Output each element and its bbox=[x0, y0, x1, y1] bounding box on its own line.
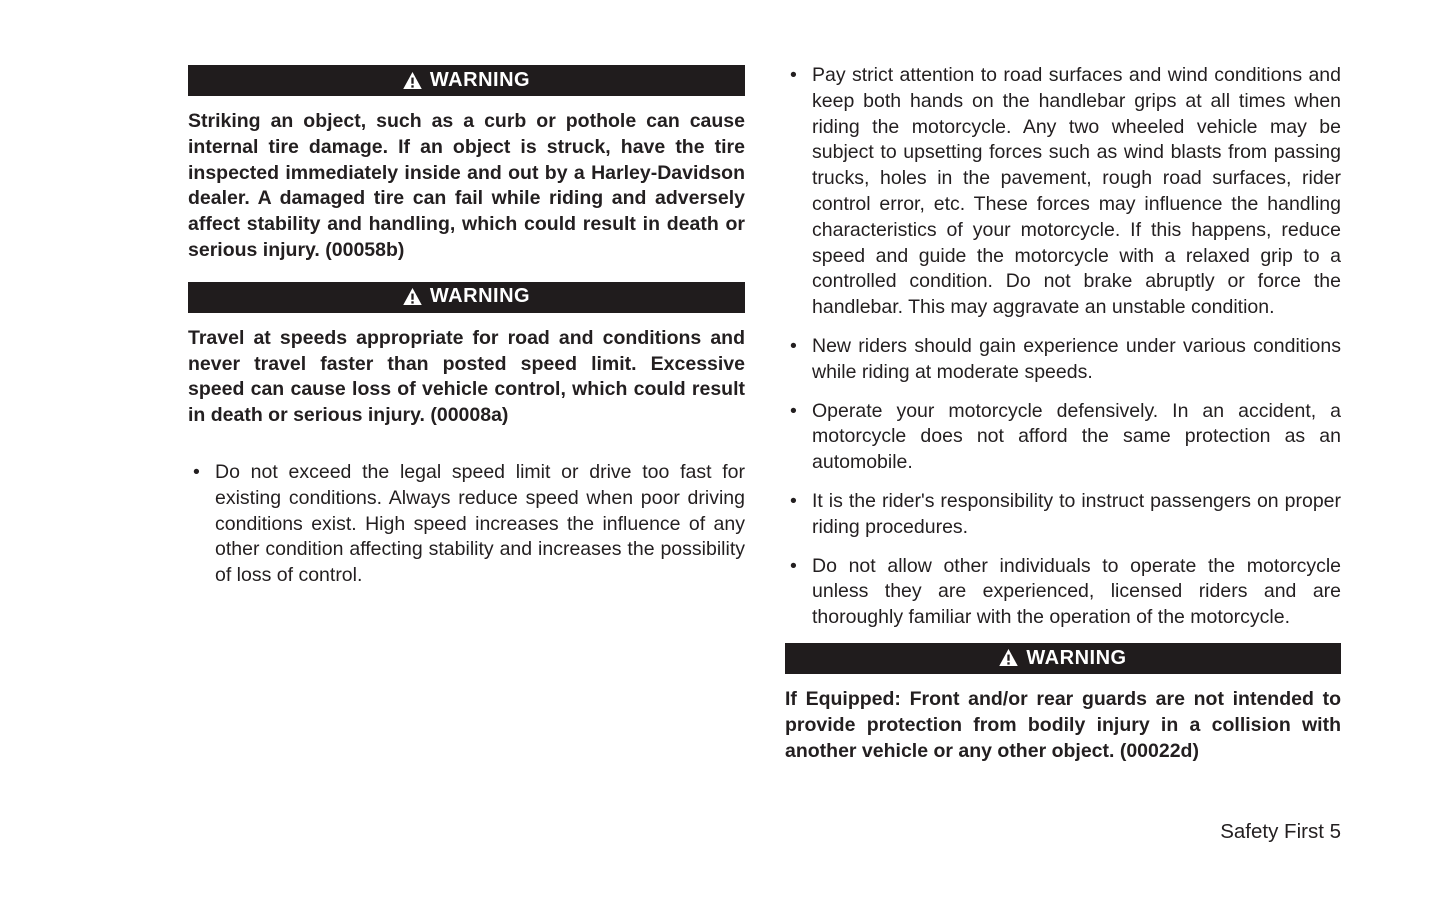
warning-banner-1 bbox=[188, 65, 745, 96]
bullet-marker: • bbox=[790, 489, 797, 512]
list-item bbox=[188, 460, 745, 589]
warning-triangle-icon bbox=[403, 72, 422, 89]
bullet-marker: • bbox=[790, 554, 797, 577]
bullet-marker: • bbox=[790, 334, 797, 357]
bullet-marker: • bbox=[790, 399, 797, 422]
list-item bbox=[785, 554, 1341, 631]
list-item bbox=[785, 489, 1341, 541]
warning-banner-3 bbox=[785, 643, 1341, 674]
list-item bbox=[785, 63, 1341, 321]
list-item-text: New riders should gain experience under various conditions while riding at moderate speeds. bbox=[812, 334, 1341, 383]
list-item-text: It is the rider's responsibility to instruct passengers on proper riding procedures. bbox=[812, 489, 1341, 538]
list-item-text: Do not allow other individuals to operate the motorcycle unless they are experienced, licensed riders and are thoroughly familiar with the operation of the motorcycle. bbox=[812, 554, 1341, 629]
list-item-text: Do not exceed the legal speed limit or drive too fast for existing conditions. Always reduce speed when poor driving conditions exist. High speed increases the influence of any other condition affecting stability and increases the possibility of loss of control. bbox=[215, 460, 745, 587]
warning-3-body: If Equipped: Front and/or rear guards are not intended to provide protection from bodily injury in a collision with another vehicle or any other object. (00022d) bbox=[785, 687, 1341, 762]
bullet-marker: • bbox=[790, 64, 797, 86]
warning-2-body: Travel at speeds appropriate for road and conditions and never travel faster than posted speed limit. Excessive speed can cause loss of vehicle control, which could result in death or serious injury. (00008a) bbox=[188, 326, 745, 427]
list-item bbox=[785, 334, 1341, 386]
bullet-marker: • bbox=[193, 460, 200, 483]
list-item-text: Pay strict attention to road surfaces and wind conditions and keep both hands on the handlebar grips at all times when riding the motorcycle. Any two wheeled vehicle may be subject to upsetting forces such as wind blasts from passing trucks, holes in the pavement, rough road surfaces, rider control error, etc. These forces may influence the handling characteristics of your motorcycle. If this happens, reduce speed and guide the motorcycle with a relaxed grip to a controlled condition. Do not brake abruptly or force the handlebar. This may aggravate an unstable condition. bbox=[812, 64, 1341, 319]
warning-banner-2 bbox=[188, 282, 745, 313]
list-item bbox=[785, 399, 1341, 476]
warning-triangle-icon bbox=[403, 288, 422, 305]
right-column bbox=[785, 63, 1341, 764]
list-item-text: Operate your motorcycle defensively. In an accident, a motorcycle does not afford the same protection as an automobile. bbox=[812, 399, 1341, 474]
warning-banner-label: WARNING bbox=[429, 285, 531, 308]
warning-1-body: Striking an object, such as a curb or pothole can cause internal tire damage. If an object is struck, have the tire inspected immediately inside and out by a Harley-Davidson dealer. A damaged tire can fail while riding and adversely affect stability and handling, which could result in death or serious injury. (00058b) bbox=[188, 110, 745, 261]
left-column bbox=[188, 65, 745, 589]
warning-banner-label: WARNING bbox=[429, 68, 531, 91]
warning-triangle-icon bbox=[999, 649, 1018, 666]
warning-banner-label: WARNING bbox=[1026, 646, 1127, 669]
page-footer-label: Safety First 5 bbox=[1220, 820, 1341, 843]
